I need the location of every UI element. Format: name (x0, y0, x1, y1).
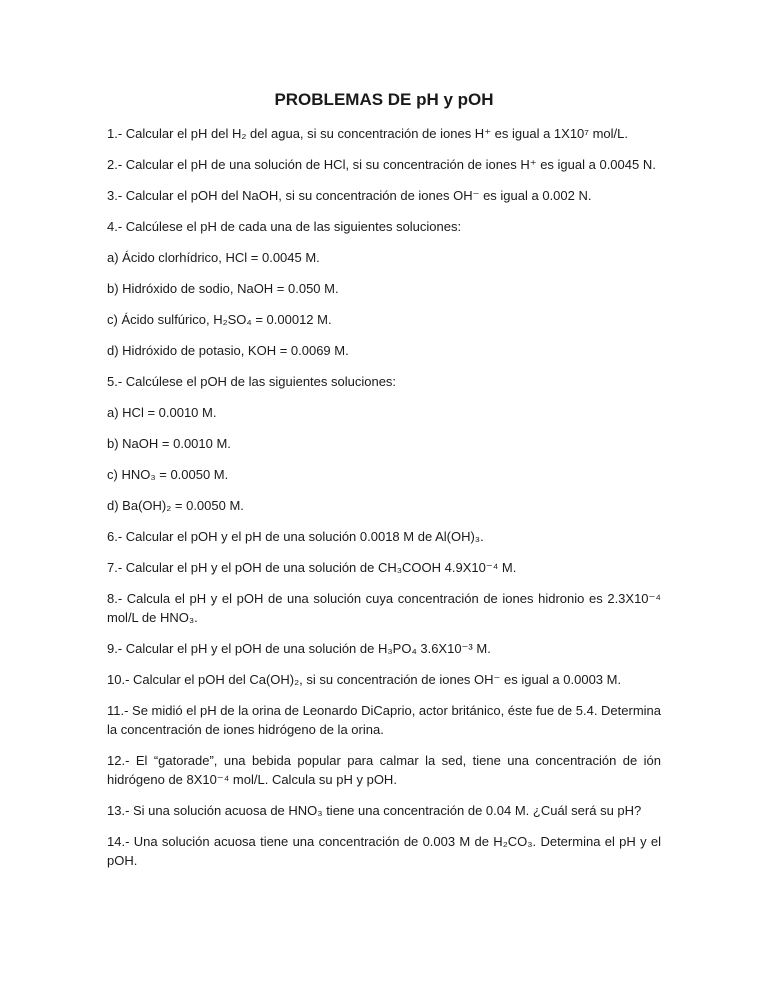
problem-5c: c) HNO₃ = 0.0050 M. (107, 467, 229, 482)
problem-9: 9.- Calcular el pH y el pOH de una solución de H₃PO₄ 3.6X10⁻³ M. (107, 641, 491, 656)
problem-5b: b) NaOH = 0.0010 M. (107, 436, 231, 451)
problem-5a: a) HCl = 0.0010 M. (107, 405, 217, 420)
page-title: PROBLEMAS DE pH y pOH (274, 90, 494, 109)
problem-7: 7.- Calcular el pH y el pOH de una solución de CH₃COOH 4.9X10⁻⁴ M. (107, 560, 517, 575)
problem-4d: d) Hidróxido de potasio, KOH = 0.0069 M. (107, 343, 349, 358)
problem-11: 11.- Se midió el pH de la orina de Leonardo DiCaprio, actor británico, éste fue de 5.4. Determina la concentración de iones hidrógeno de la orina. (107, 703, 662, 737)
problem-2: 2.- Calcular el pH de una solución de HCl, si su concentración de iones H⁺ es igual a 0.0045 N. (107, 157, 656, 172)
problem-5d: d) Ba(OH)₂ = 0.0050 M. (107, 498, 244, 513)
problem-12: 12.- El “gatorade”, una bebida popular para calmar la sed, tiene una concentración de ión hidrógeno de 8X10⁻⁴ mol/L. Calcula su pH y pOH. (107, 753, 661, 787)
problem-4c: c) Ácido sulfúrico, H₂SO₄ = 0.00012 M. (107, 312, 332, 327)
problem-14: 14.- Una solución acuosa tiene una concentración de 0.003 M de H₂CO₃. Determina el pH y el pOH. (107, 834, 661, 868)
problem-13: 13.- Si una solución acuosa de HNO₃ tiene una concentración de 0.04 M. ¿Cuál será su pH? (107, 803, 642, 818)
problem-4b: b) Hidróxido de sodio, NaOH = 0.050 M. (107, 281, 339, 296)
problem-list (107, 124, 661, 882)
problem-5: 5.- Calcúlese el pOH de las siguientes soluciones: (107, 374, 397, 389)
problem-10: 10.- Calcular el pOH del Ca(OH)₂, si su concentración de iones OH⁻ es igual a 0.0003 M. (107, 672, 622, 687)
problem-1: 1.- Calcular el pH del H₂ del agua, si su concentración de iones H⁺ es igual a 1X10⁷ mol/L. (107, 126, 629, 141)
problem-6: 6.- Calcular el pOH y el pH de una solución 0.0018 M de Al(OH)₃. (107, 529, 484, 544)
problem-4a: a) Ácido clorhídrico, HCl = 0.0045 M. (107, 250, 320, 265)
problem-3: 3.- Calcular el pOH del NaOH, si su concentración de iones OH⁻ es igual a 0.002 N. (107, 188, 592, 203)
problem-8: 8.- Calcula el pH y el pOH de una solución cuya concentración de iones hidronio es 2.3X10⁻⁴ mol/L de HNO₃. (107, 591, 661, 625)
problem-4: 4.- Calcúlese el pH de cada una de las siguientes soluciones: (107, 219, 462, 234)
